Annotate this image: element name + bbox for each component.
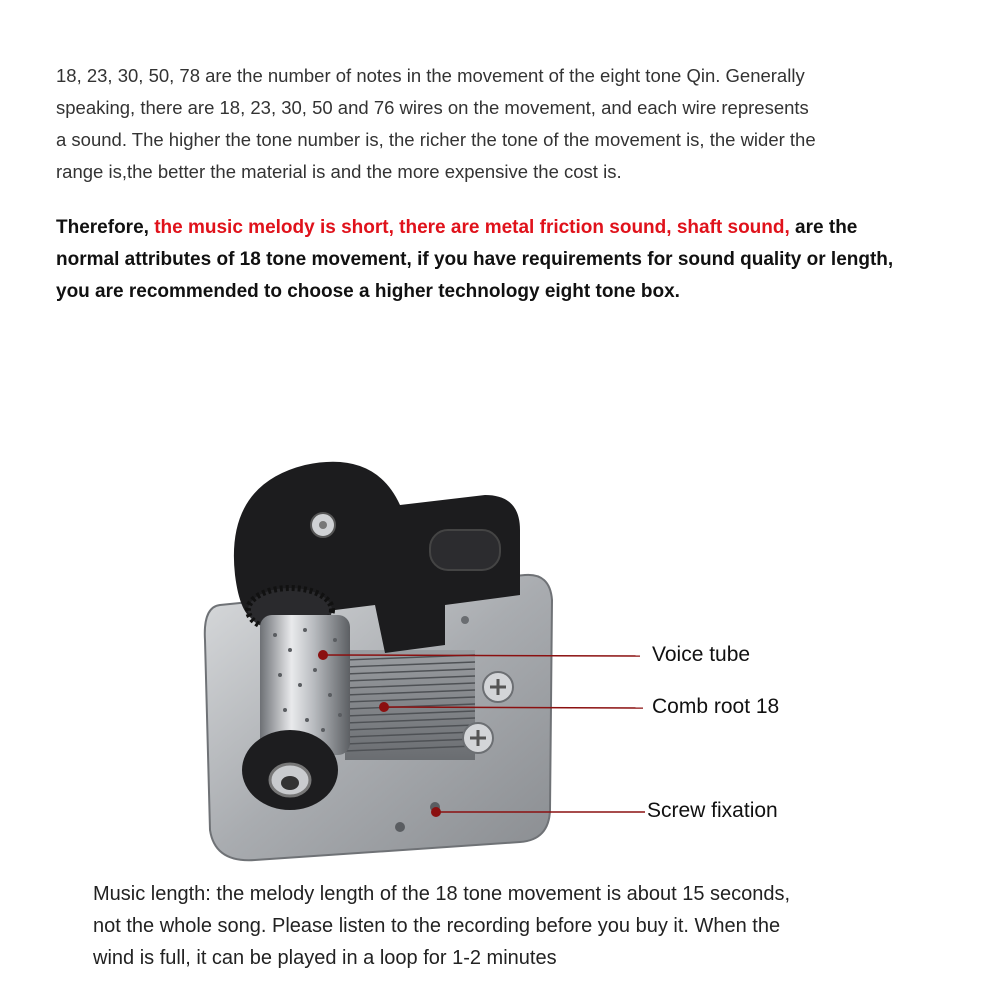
music-length-line-1: Music length: the melody length of the 18 tone movement is about 15 seconds, — [93, 883, 791, 905]
intro-line-1: 18, 23, 30, 50, 78 are the number of notes in the movement of the eight tone Qin. Generally — [56, 65, 805, 86]
notice-line-3: you are recommended to choose a higher technology eight tone box. — [56, 281, 680, 302]
comb-root-leader — [379, 702, 643, 712]
notice-line-2: normal attributes of 18 tone movement, if you have requirements for sound quality or length, — [56, 249, 894, 270]
comb-root-label: Comb root 18 — [652, 695, 780, 718]
music-length-paragraph — [93, 878, 933, 974]
intro-line-2: speaking, there are 18, 23, 30, 50 and 76 wires on the movement, and each wire represents — [56, 97, 809, 118]
voice-tube-leader — [318, 650, 640, 660]
intro-line-4: range is,the better the material is and the more expensive the cost is. — [56, 161, 622, 182]
music-length-line-2: not the whole song. Please listen to the recording before you buy it. When the — [93, 915, 781, 937]
notice-highlight: the music melody is short, there are metal friction sound, shaft sound, — [154, 217, 790, 238]
intro-line-3: a sound. The higher the tone number is, the richer the tone of the movement is, the wider the — [56, 129, 816, 150]
screw-fixation-leader — [431, 807, 645, 817]
notice-line-1-tail: are the — [789, 217, 858, 238]
music-length-line-3: wind is full, it can be played in a loop for 1-2 minutes — [93, 947, 557, 969]
voice-tube-label: Voice tube — [652, 643, 751, 666]
notice-lead: Therefore, — [56, 217, 155, 238]
screw-fixation-label: Screw fixation — [647, 799, 778, 822]
